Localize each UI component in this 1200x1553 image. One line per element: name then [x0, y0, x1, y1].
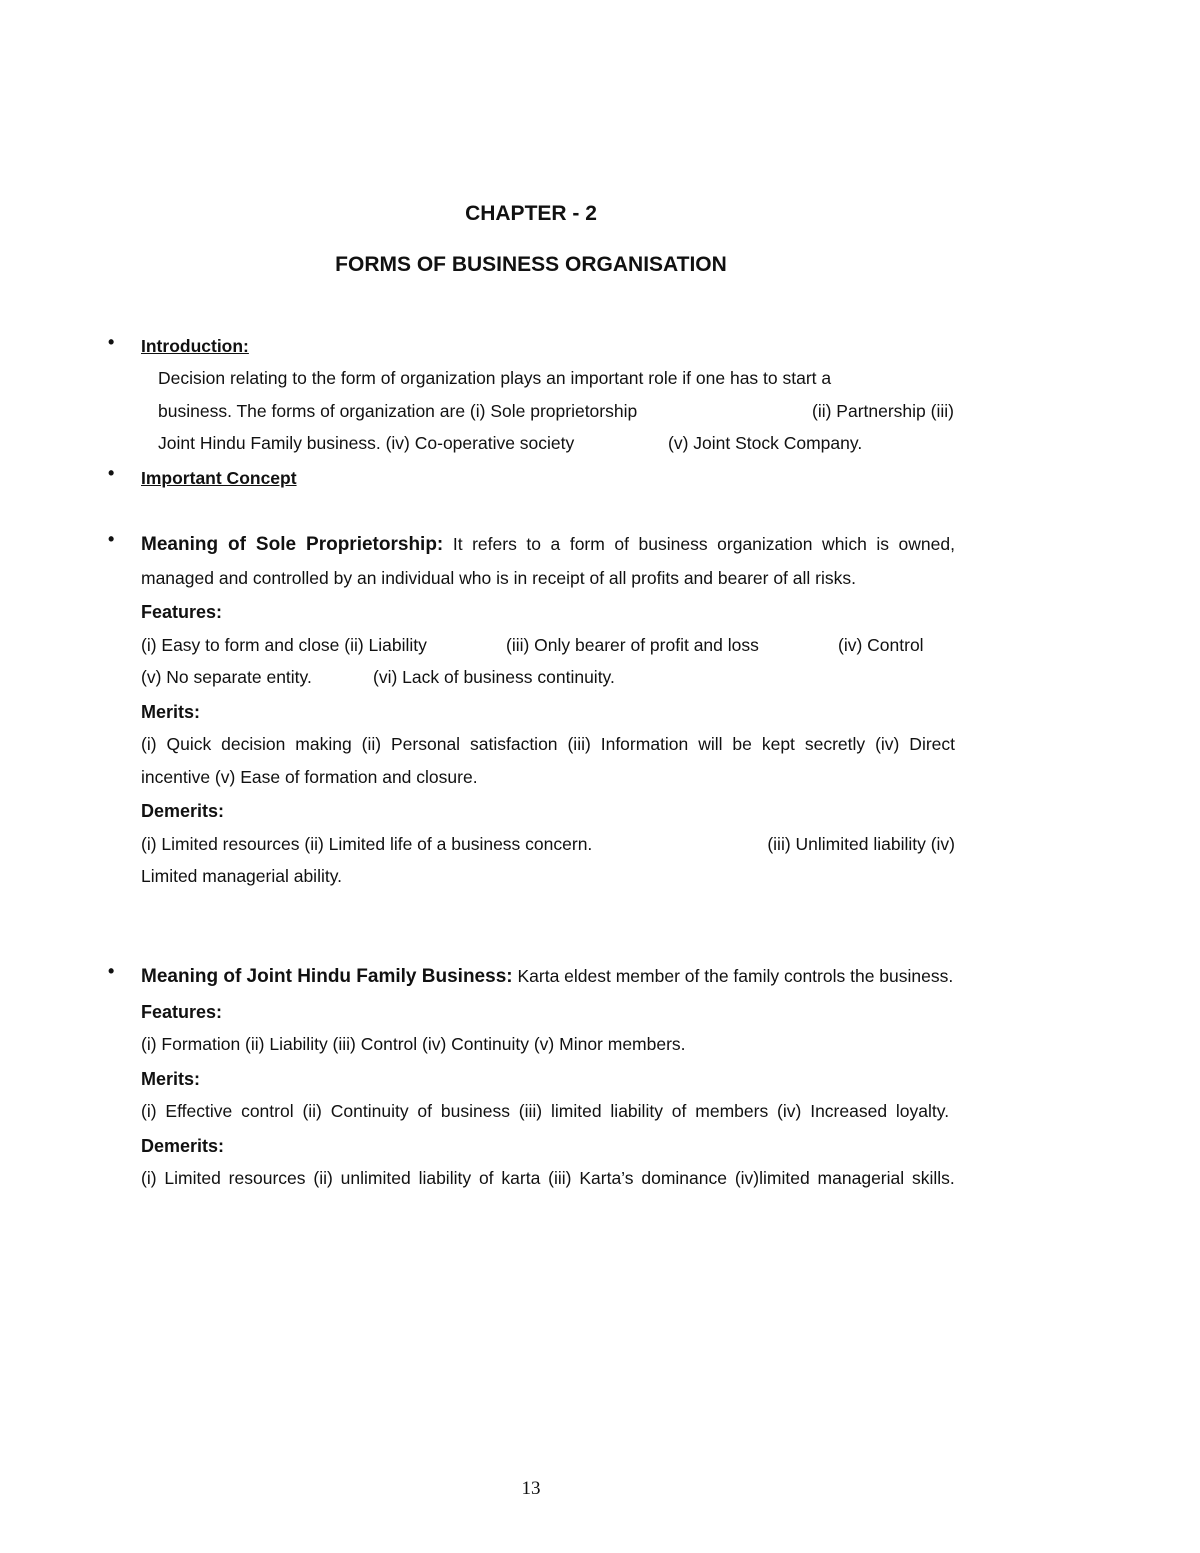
sole-demerits-1a: (i) Limited resources (ii) Limited life of a business concern.: [141, 833, 593, 854]
chapter-title: FORMS OF BUSINESS ORGANISATION: [335, 253, 727, 276]
sole-proprietorship-section: [141, 528, 955, 893]
page-number: 13: [521, 1478, 541, 1499]
sole-features-1b: (iii) Only bearer of profit and loss: [506, 634, 759, 655]
jhf-section: [141, 960, 955, 1195]
sole-text: It refers to a form of business organization which is owned, managed and controlled by an individual who is in receipt of all profits and bearer of all risks.: [141, 534, 955, 588]
jhf-merits-label: Merits:: [141, 1068, 201, 1089]
intro-line-2: [158, 395, 955, 428]
sole-features-2b: (vi) Lack of business continuity.: [373, 667, 615, 687]
intro-line-2b: (ii) Partnership (iii): [812, 400, 954, 421]
sole-features-1a: (i) Easy to form and close (ii) Liability: [141, 634, 427, 655]
chapter-number: CHAPTER - 2: [465, 202, 597, 225]
sole-features-line-2: [141, 661, 955, 694]
intro-paragraph: [158, 362, 955, 460]
intro-line-3b: (v) Joint Stock Company.: [668, 433, 863, 453]
jhf-meaning: [141, 960, 955, 994]
sole-features-1c: (iv) Control: [838, 634, 924, 655]
bullet-icon: •: [108, 332, 115, 352]
sole-demerits-line-1: [141, 828, 955, 861]
sole-features-label: Features:: [141, 602, 223, 622]
sole-heading: Meaning of Sole Proprietorship:: [141, 534, 444, 555]
sole-merits: (i) Quick decision making (ii) Personal satisfaction (iii) Information will be kept secretly (iv) Direct incentive (v) Ease of formation and closure.: [141, 734, 955, 787]
jhf-text: Karta eldest member of the family controls the business.: [517, 966, 954, 986]
jhf-features: (i) Formation (ii) Liability (iii) Control (iv) Continuity (v) Minor members.: [141, 1034, 686, 1054]
intro-line-2a: business. The forms of organization are (i) Sole proprietorship: [158, 400, 638, 421]
sole-demerits-line-2: Limited managerial ability.: [141, 866, 343, 886]
sole-demerits-label: Demerits:: [141, 801, 225, 821]
intro-line-1: Decision relating to the form of organization plays an important role if one has to start a: [158, 368, 832, 388]
bullet-icon: •: [108, 961, 115, 981]
sole-features-2a: (v) No separate entity.: [141, 667, 312, 687]
jhf-heading: Meaning of Joint Hindu Family Business:: [141, 966, 513, 987]
intro-line-3a: Joint Hindu Family business. (iv) Co-operative society: [158, 433, 575, 453]
sole-demerits-1b: (iii) Unlimited liability (iv): [767, 833, 955, 854]
important-concept-block: [141, 462, 955, 495]
sole-meaning: [141, 528, 955, 594]
jhf-demerits: (i) Limited resources (ii) unlimited liability of karta (iii) Karta’s dominance (iv)limited managerial skills.: [141, 1168, 955, 1188]
bullet-icon: •: [108, 529, 115, 549]
sole-merits-label: Merits:: [141, 701, 201, 722]
jhf-features-label: Features:: [141, 1001, 223, 1022]
sole-features-line-1: [141, 629, 955, 662]
jhf-demerits-label: Demerits:: [141, 1135, 225, 1156]
intro-heading-block: [141, 330, 955, 363]
bullet-icon: •: [108, 463, 115, 483]
jhf-merits: (i) Effective control (ii) Continuity of business (iii) limited liability of members (iv) Increased loyalty.: [141, 1101, 950, 1121]
intro-heading: Introduction:: [141, 336, 249, 356]
intro-line-3: [158, 427, 955, 460]
important-concept-heading: Important Concept: [141, 468, 297, 488]
